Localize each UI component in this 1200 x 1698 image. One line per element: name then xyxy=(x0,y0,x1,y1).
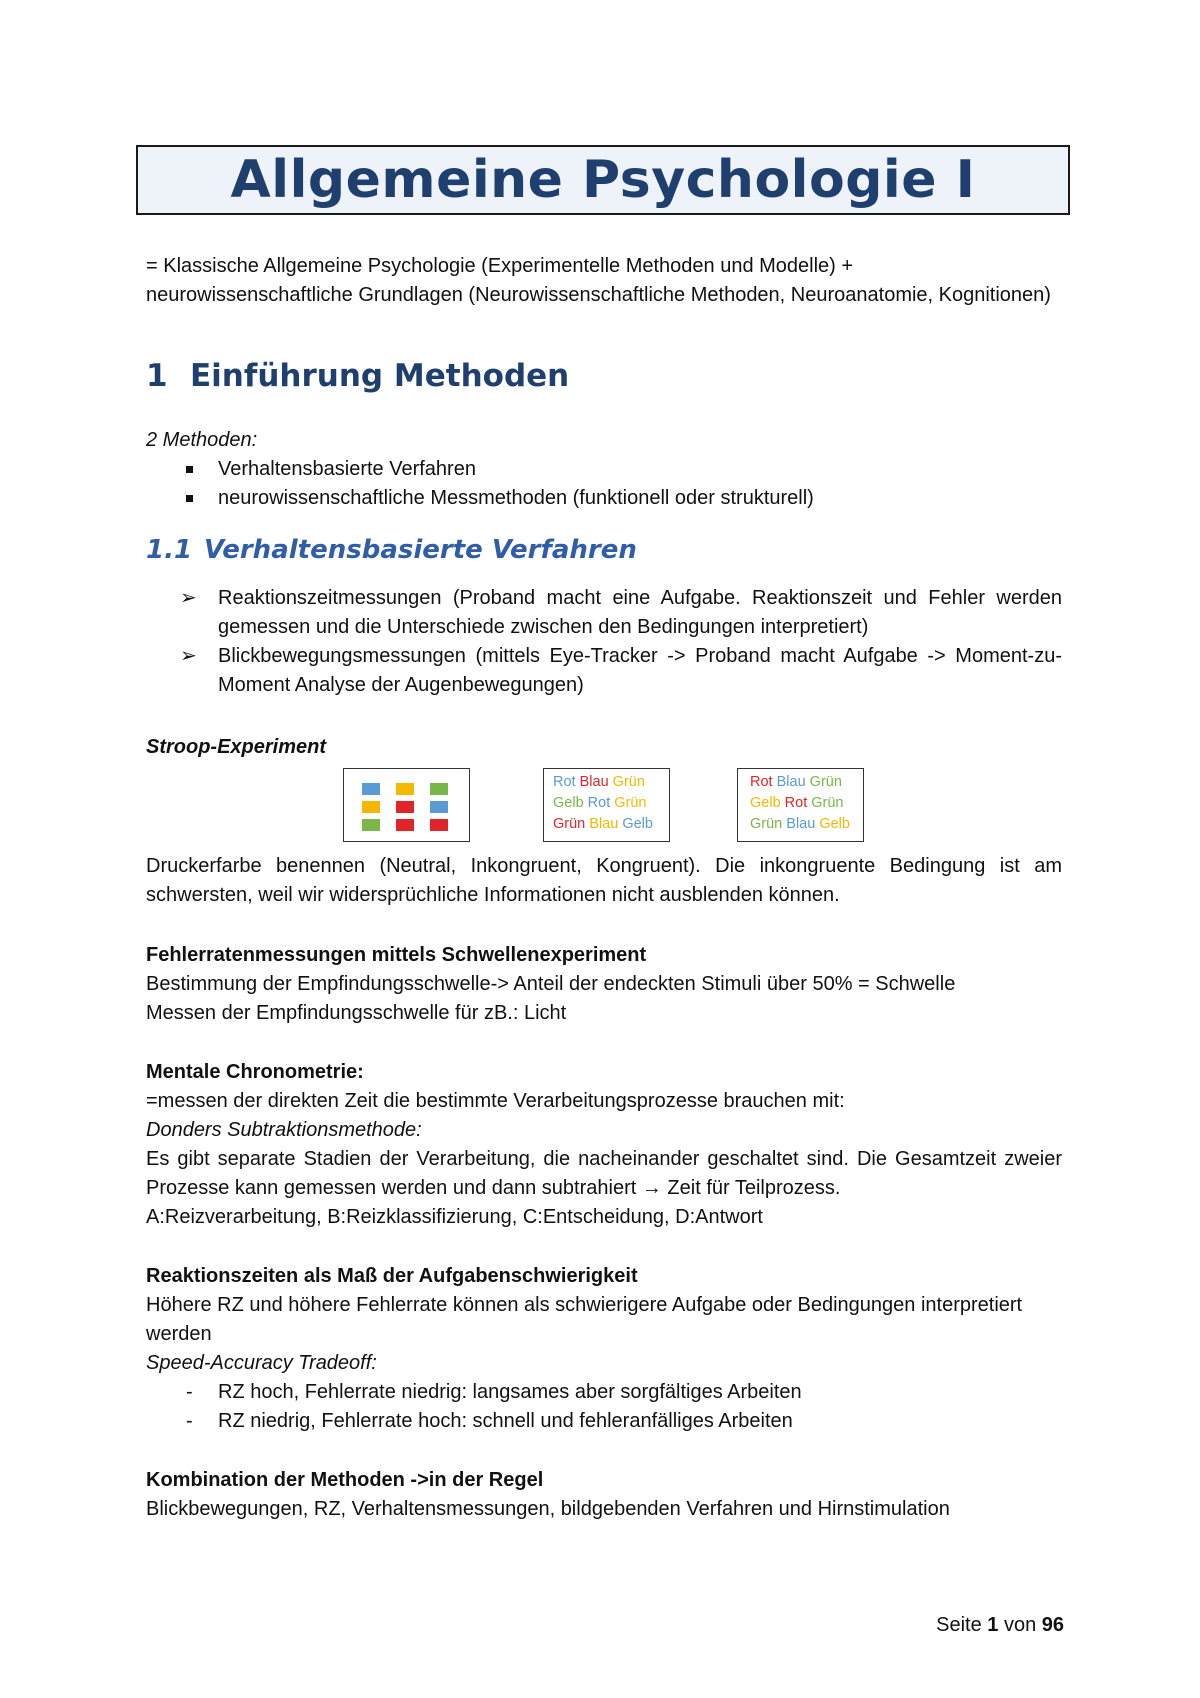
color-word: Rot xyxy=(780,795,808,811)
section-1-title: Einführung Methoden xyxy=(190,358,570,394)
stroop-neutral-figure xyxy=(343,768,470,842)
list-item xyxy=(190,484,1062,513)
color-patch-green xyxy=(362,819,380,831)
color-word: Rot xyxy=(750,774,773,790)
intro-paragraph: = Klassische Allgemeine Psychologie (Experimentelle Methoden und Modelle) + neurowissenschaftliche Grundlagen (Neurowissenschaftliche Methoden, Neuroanatomie, Kognitionen) xyxy=(146,255,1051,306)
threshold-line-1: Bestimmung der Empfindungsschwelle-> Anteil der endeckten Stimuli über 50% = Schwelle xyxy=(146,973,956,995)
congruent-row xyxy=(750,772,863,793)
square-bullet-icon xyxy=(186,466,193,473)
color-patch-red xyxy=(396,801,414,813)
color-word: Rot xyxy=(583,795,611,811)
donders-stages: A:Reizverarbeitung, B:Reizklassifizierung, C:Entscheidung, D:Antwort xyxy=(146,1206,763,1228)
color-word: Grün xyxy=(805,774,842,790)
color-patch-yellow xyxy=(396,783,414,795)
chronometry-heading: Mentale Chronometrie: xyxy=(146,1061,364,1083)
behavioral-item-2: Blickbewegungsmessungen (mittels Eye-Tracker -> Proband macht Aufgabe -> Moment-zu-Moment Analyse der Augenbewegungen) xyxy=(218,645,1062,696)
donders-body xyxy=(146,1145,1062,1203)
footer-prefix: Seite xyxy=(936,1614,988,1636)
combination-heading: Kombination der Methoden ->in der Regel xyxy=(146,1469,544,1491)
section-1-heading xyxy=(146,358,569,394)
methods-item-1: Verhaltensbasierte Verfahren xyxy=(218,458,476,480)
color-patch-blue xyxy=(362,783,380,795)
section-1-1-heading xyxy=(146,535,637,565)
chronometry-line-1: =messen der direkten Zeit die bestimmte Verarbeitungsprozesse brauchen mit: xyxy=(146,1090,845,1112)
combination-body: Blickbewegungen, RZ, Verhaltensmessungen, bildgebenden Verfahren und Hirnstimulation xyxy=(146,1498,950,1520)
footer-total-pages: 96 xyxy=(1041,1614,1064,1636)
color-word: Gelb xyxy=(815,816,850,832)
donders-subheading: Donders Subtraktionsmethode: xyxy=(146,1119,422,1141)
square-bullet-icon xyxy=(186,495,193,502)
threshold-line-2: Messen der Empfindungsschwelle für zB.: Licht xyxy=(146,1002,567,1024)
document-title: Allgemeine Psychologie I xyxy=(230,150,976,210)
right-arrow-icon: → xyxy=(641,1177,662,1199)
color-word: Blau xyxy=(772,774,806,790)
donders-body-text: Es gibt separate Stadien der Verarbeitung, die nacheinander geschaltet sind. Die Gesamtzeit zweier Prozesse kann gemessen werden und dann subtrahiert xyxy=(146,1148,1062,1199)
arrow-bullet-icon: ➢ xyxy=(180,645,197,667)
threshold-heading: Fehlerratenmessungen mittels Schwellenexperiment xyxy=(146,944,647,966)
list-item xyxy=(180,584,1062,642)
incongruent-row xyxy=(553,814,669,835)
page-footer xyxy=(936,1614,1064,1637)
donders-body-end: Zeit für Teilprozess. xyxy=(661,1177,841,1199)
color-patch-blue xyxy=(430,801,448,813)
list-item xyxy=(186,1407,1062,1436)
color-word: Blau xyxy=(575,774,609,790)
list-item xyxy=(180,642,1062,700)
color-word: Grün xyxy=(807,795,844,811)
difficulty-heading: Reaktionszeiten als Maß der Aufgabenschwierigkeit xyxy=(146,1265,638,1287)
color-patch-red xyxy=(396,819,414,831)
tradeoff-subheading: Speed-Accuracy Tradeoff: xyxy=(146,1352,377,1374)
incongruent-row xyxy=(553,772,669,793)
difficulty-body: Höhere RZ und höhere Fehlerrate können als schwierigere Aufgabe oder Bedingungen interpretiert werden xyxy=(146,1294,1023,1345)
color-word: Grün xyxy=(553,816,586,832)
behavioral-item-1: Reaktionszeitmessungen (Proband macht eine Aufgabe. Reaktionszeit und Fehler werden gemessen und die Unterschiede zwischen den Bedingungen interpretiert) xyxy=(218,587,1062,638)
dash-bullet: - xyxy=(186,1410,193,1432)
title-box xyxy=(136,145,1070,215)
section-1-1-number: 1.1 xyxy=(146,535,193,565)
congruent-row xyxy=(750,814,863,835)
color-word: Gelb xyxy=(553,795,584,811)
tradeoff-item-1: RZ hoch, Fehlerrate niedrig: langsames aber sorgfältiges Arbeiten xyxy=(218,1381,802,1403)
color-word: Gelb xyxy=(750,795,781,811)
stroop-description: Druckerfarbe benennen (Neutral, Inkongruent, Kongruent). Die inkongruente Bedingung ist am schwersten, weil wir widersprüchliche Informationen nicht ausblenden können. xyxy=(146,855,1062,906)
color-patch-yellow xyxy=(362,801,380,813)
color-word: Grün xyxy=(750,816,783,832)
tradeoff-item-2: RZ niedrig, Fehlerrate hoch: schnell und fehleranfälliges Arbeiten xyxy=(218,1410,793,1432)
color-patch-red xyxy=(430,819,448,831)
methods-item-2: neurowissenschaftliche Messmethoden (funktionell oder strukturell) xyxy=(218,487,814,509)
color-word: Grün xyxy=(610,795,647,811)
footer-middle: von xyxy=(998,1614,1042,1636)
section-1-1-title: Verhaltensbasierte Verfahren xyxy=(204,535,637,565)
color-word: Blau xyxy=(782,816,816,832)
color-word: Rot xyxy=(553,774,576,790)
footer-page-number: 1 xyxy=(987,1614,999,1636)
list-item xyxy=(186,1378,1062,1407)
stroop-heading: Stroop-Experiment xyxy=(146,736,327,758)
list-item xyxy=(190,455,1062,484)
stroop-congruent-figure xyxy=(737,768,864,842)
color-word: Gelb xyxy=(618,816,653,832)
color-patch-green xyxy=(430,783,448,795)
color-word: Grün xyxy=(608,774,645,790)
methods-intro: 2 Methoden: xyxy=(146,429,258,451)
color-word: Blau xyxy=(585,816,619,832)
dash-bullet: - xyxy=(186,1381,193,1403)
incongruent-row xyxy=(553,793,669,814)
section-1-number: 1 xyxy=(146,358,168,394)
stroop-incongruent-figure xyxy=(543,768,670,842)
congruent-row xyxy=(750,793,863,814)
arrow-bullet-icon: ➢ xyxy=(180,587,197,609)
